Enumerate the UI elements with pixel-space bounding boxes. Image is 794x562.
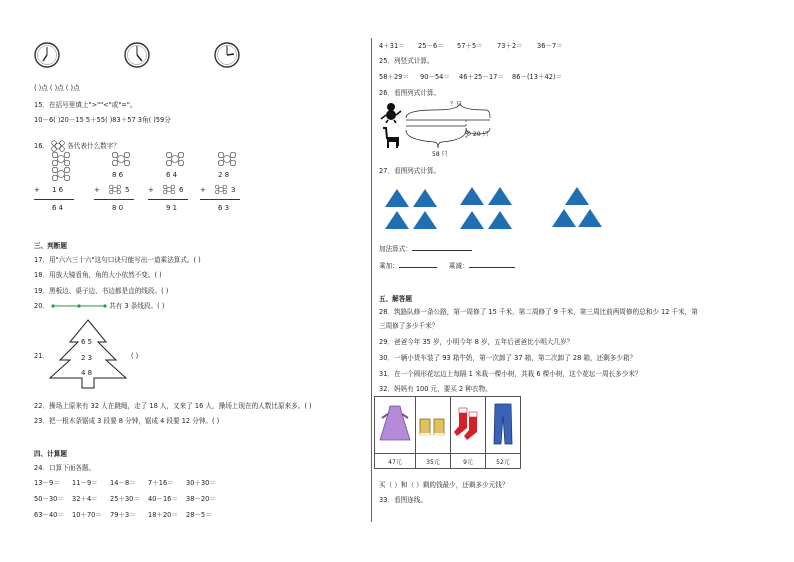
oral-item: 10＋70＝	[72, 511, 102, 519]
tree-number: 2 3	[81, 354, 93, 362]
q27: 27．看图列式计算。	[379, 167, 441, 175]
flower-icon	[50, 167, 72, 181]
oral-item: 40－16＝	[148, 495, 178, 503]
q20: 20． 共有 3 条线段。( )	[34, 302, 165, 310]
addition-problem: + 1 6 6 4	[34, 152, 74, 216]
q29: 29．爸爸今年 35 岁，小明今年 8 岁，五年后爸爸比小明大几岁？	[379, 338, 574, 346]
q21-answer: ( )	[131, 352, 139, 360]
price-socks: 9元	[451, 454, 486, 469]
q19: 19．黑板边、桌子边、书边都是直的线段。( )	[34, 287, 169, 295]
jeans-cell	[486, 397, 521, 454]
addition-problem: 6 4 + 6 9 1	[148, 152, 188, 216]
oral-item: 32＋4＝	[72, 495, 98, 503]
oral-item: 30＋30＝	[186, 479, 216, 487]
calc-item: 46＋25－17＝	[459, 73, 504, 81]
column-divider	[371, 38, 372, 522]
clock-icon	[214, 42, 240, 68]
addition-problem: 2 8 + 3 6 3	[200, 152, 240, 216]
q28-cont: 三周修了多少千米？	[379, 322, 439, 330]
q16-question: 16． 各代表什么数字？	[34, 142, 120, 150]
tree-number: 4 8	[81, 369, 93, 377]
flower-icon	[110, 152, 132, 166]
oral-item: 38－20＝	[186, 495, 216, 503]
oral-item: 14－8＝	[110, 479, 136, 487]
q32: 32．妈妈有 100 元，要买 2 种衣物。	[379, 385, 492, 393]
section3-heading: 三、判断题	[34, 242, 67, 250]
oral-item: 11－9＝	[72, 479, 98, 487]
q26: 26．看图列式计算。	[379, 89, 441, 97]
calc-item: 4＋31＝	[379, 42, 405, 50]
clock-icon	[34, 42, 60, 68]
q25: 25．列竖式计算。	[379, 57, 434, 65]
diagram-total: 58 只	[432, 151, 448, 158]
price-dress: 47元	[375, 454, 416, 469]
flower-icon	[164, 152, 186, 166]
dress-cell	[375, 397, 416, 454]
triangle-group	[460, 185, 516, 235]
q24: 24．口算下面各题。	[34, 464, 96, 472]
socks-cell	[451, 397, 486, 454]
shoes-icon	[418, 409, 448, 439]
mul-formulas: 乘加： 乘减：	[379, 261, 515, 270]
triangle-group	[552, 185, 604, 233]
oral-item: 63－40＝	[34, 511, 64, 519]
q22: 22．操场上原来有 32 人在跳绳，走了 18 人，又来了 16 人，操场上现在的人数比原来多。( )	[34, 402, 312, 410]
flower-icon	[216, 152, 238, 166]
q15-question: 15．在括号里填上">""<"或"="。	[34, 101, 137, 109]
q28: 28．筑路队修一条公路，第一周修了 15 千米，第二周修了 9 千米，第三周比前两周修的总和少 12 千米，第	[379, 308, 698, 316]
calc-item: 58＋29＝	[379, 73, 409, 81]
oral-item: 18＋20＝	[148, 511, 178, 519]
monkey-icon	[380, 101, 402, 123]
oral-item: 13－9＝	[34, 479, 60, 487]
tree-number: 6 5	[81, 338, 93, 346]
price-shoes: 35元	[416, 454, 451, 469]
flower-icon	[108, 183, 122, 196]
oral-item: 28－5＝	[186, 511, 212, 519]
shopping-table	[374, 396, 521, 469]
dress-icon	[378, 404, 412, 444]
q15-items: 10－6( )20－15 5＋55( )83＋57 3角( )59分	[34, 116, 171, 124]
calc-item: 86－(13＋42)＝	[512, 73, 563, 81]
shoes-cell	[416, 397, 451, 454]
diagram-question: ？只	[450, 101, 463, 108]
q23: 23．把一根木条锯成 3 段要 8 分钟，锯成 4 段要 12 分钟。( )	[34, 417, 220, 425]
flower-icon	[50, 152, 72, 166]
q33: 33．看图连线。	[379, 496, 427, 504]
oral-item: 50－30＝	[34, 495, 64, 503]
diagram-more: 多 20 只	[465, 131, 489, 138]
q21: 21．	[34, 352, 49, 360]
calc-item: 57＋5＝	[457, 42, 483, 50]
calc-item: 73＋2＝	[497, 42, 523, 50]
price-jeans: 52元	[486, 454, 521, 469]
triangle-group	[385, 187, 441, 235]
jeans-icon	[492, 402, 514, 446]
flower-icon	[51, 140, 65, 152]
q30: 30．一辆小货车装了 93 箱牛奶，第一次卸了 37 箱，第二次卸了 28 箱，还剩多少箱？	[379, 354, 637, 362]
calc-item: 36－7＝	[537, 42, 563, 50]
q31: 31．在一个圆形花坛边上每隔 1 米栽一棵小树，共栽 6 棵小树，这个花坛一周长多少米？	[379, 370, 642, 378]
q14-answers: ( )点 ( )点 ( )点	[34, 84, 80, 92]
q18: 18．用放大镜看角，角的大小依然不变。( )	[34, 271, 162, 279]
socks-icon	[453, 406, 483, 442]
calc-item: 25－6＝	[418, 42, 444, 50]
addition-problem: 8 6 + 5 8 0	[94, 152, 134, 216]
segment-line-icon	[51, 303, 107, 309]
oral-item: 79＋3＝	[110, 511, 136, 519]
clock-icon	[124, 42, 150, 68]
giraffe-icon	[380, 126, 402, 150]
calc-item: 90－54＝	[420, 73, 450, 81]
section5-heading: 五、解答题	[379, 295, 412, 303]
flower-icon	[162, 183, 176, 196]
oral-item: 25＋30＝	[110, 495, 140, 503]
q17: 17．用"六六三十六"这句口诀只能写出一道乘法算式。( )	[34, 256, 201, 264]
flower-icon	[214, 183, 228, 196]
oral-item: 7＋16＝	[148, 479, 174, 487]
add-formula: 加法算式：	[379, 244, 472, 253]
q32-ask: 买（ ）和（ ）剩的钱最少，还剩多少元钱？	[379, 481, 509, 489]
section4-heading: 四、计算题	[34, 450, 67, 458]
